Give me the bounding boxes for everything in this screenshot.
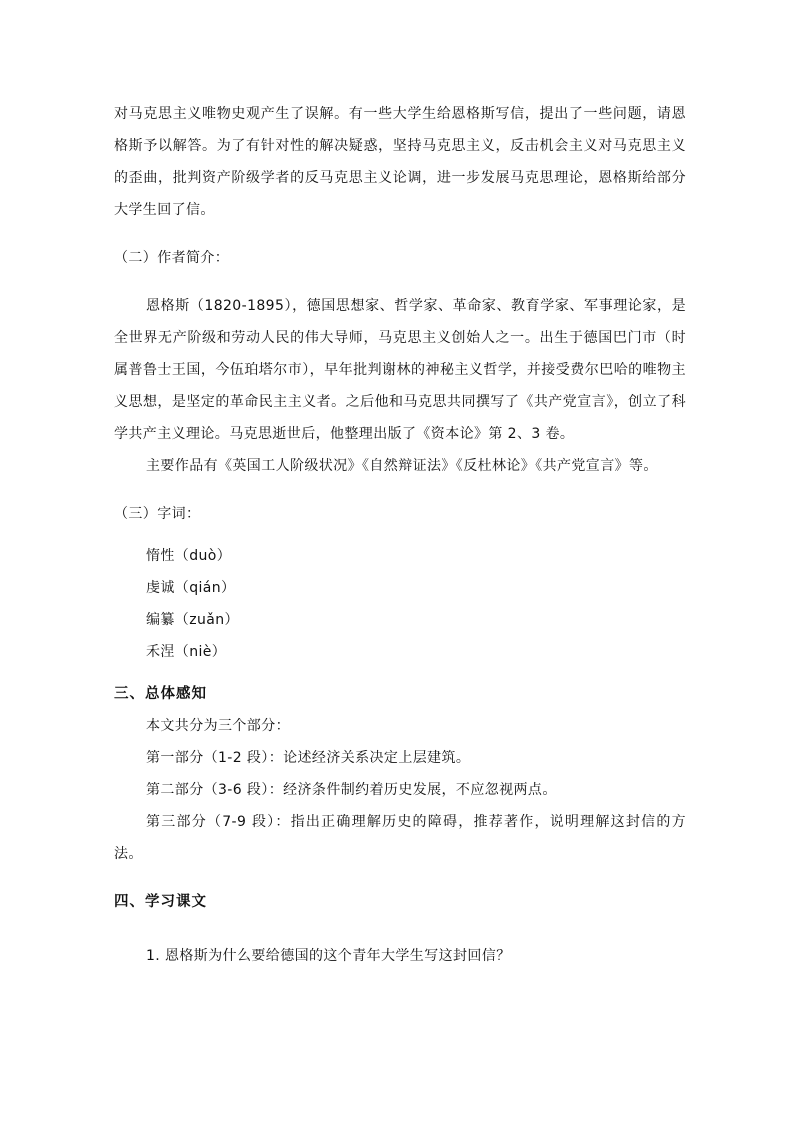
vocab-item: 惰性（duò） [146,548,232,564]
vocab-item: 禾涅（niè） [146,644,227,660]
vocab-item: 编纂（zuǎn） [146,612,239,628]
overview-lead: 本文共分为三个部分： [146,718,290,734]
document-body [114,98,686,972]
overview-heading: 三、总体感知 [114,686,207,702]
vocab-item: 虔诚（qián） [146,580,236,596]
overview-part: 第三部分（7-9 段）：指出正确理解历史的障碍，推荐著作，说明理解这封信的方法。 [114,814,686,862]
intro-paragraph: 对马克思主义唯物史观产生了误解。有一些大学生给恩格斯写信，提出了一些问题，请恩格斯予以解答。为了有针对性的解决疑惑，坚持马克思主义，反击机会主义对马克思主义的歪曲，批判资产阶级学者的反马克思主义论调，进一步发展马克思理论，恩格斯给部分大学生回了信。 [114,106,686,218]
author-works: 主要作品有《英国工人阶级状况》《自然辩证法》《反杜林论》《共产党宣言》等。 [146,458,658,474]
vocab-heading: （三）字词： [114,506,201,522]
author-bio: 恩格斯（1820-1895），德国思想家、哲学家、革命家、教育学家、军事理论家，是全世界无产阶级和劳动人民的伟大导师，马克思主义创始人之一。出生于德国巴门市（时属普鲁士王国，今伍珀塔尔市），早年批判谢林的神秘主义哲学，并接受费尔巴哈的唯物主义思想，是坚定的革命民主主义者。之后他和马克思共同撰写了《共产党宣言》，创立了科学共产主义理论。马克思逝世后，他整理出版了《资本论》第 2、3 卷。 [114,298,686,442]
study-question: 1. 恩格斯为什么要给德国的这个青年大学生写这封回信？ [146,948,511,964]
overview-part: 第二部分（3-6 段）：经济条件制约着历史发展，不应忽视两点。 [146,782,557,798]
overview-part: 第一部分（1-2 段）：论述经济关系决定上层建筑。 [146,750,471,766]
author-heading: （二）作者简介： [114,250,230,266]
study-heading: 四、学习课文 [114,894,207,910]
